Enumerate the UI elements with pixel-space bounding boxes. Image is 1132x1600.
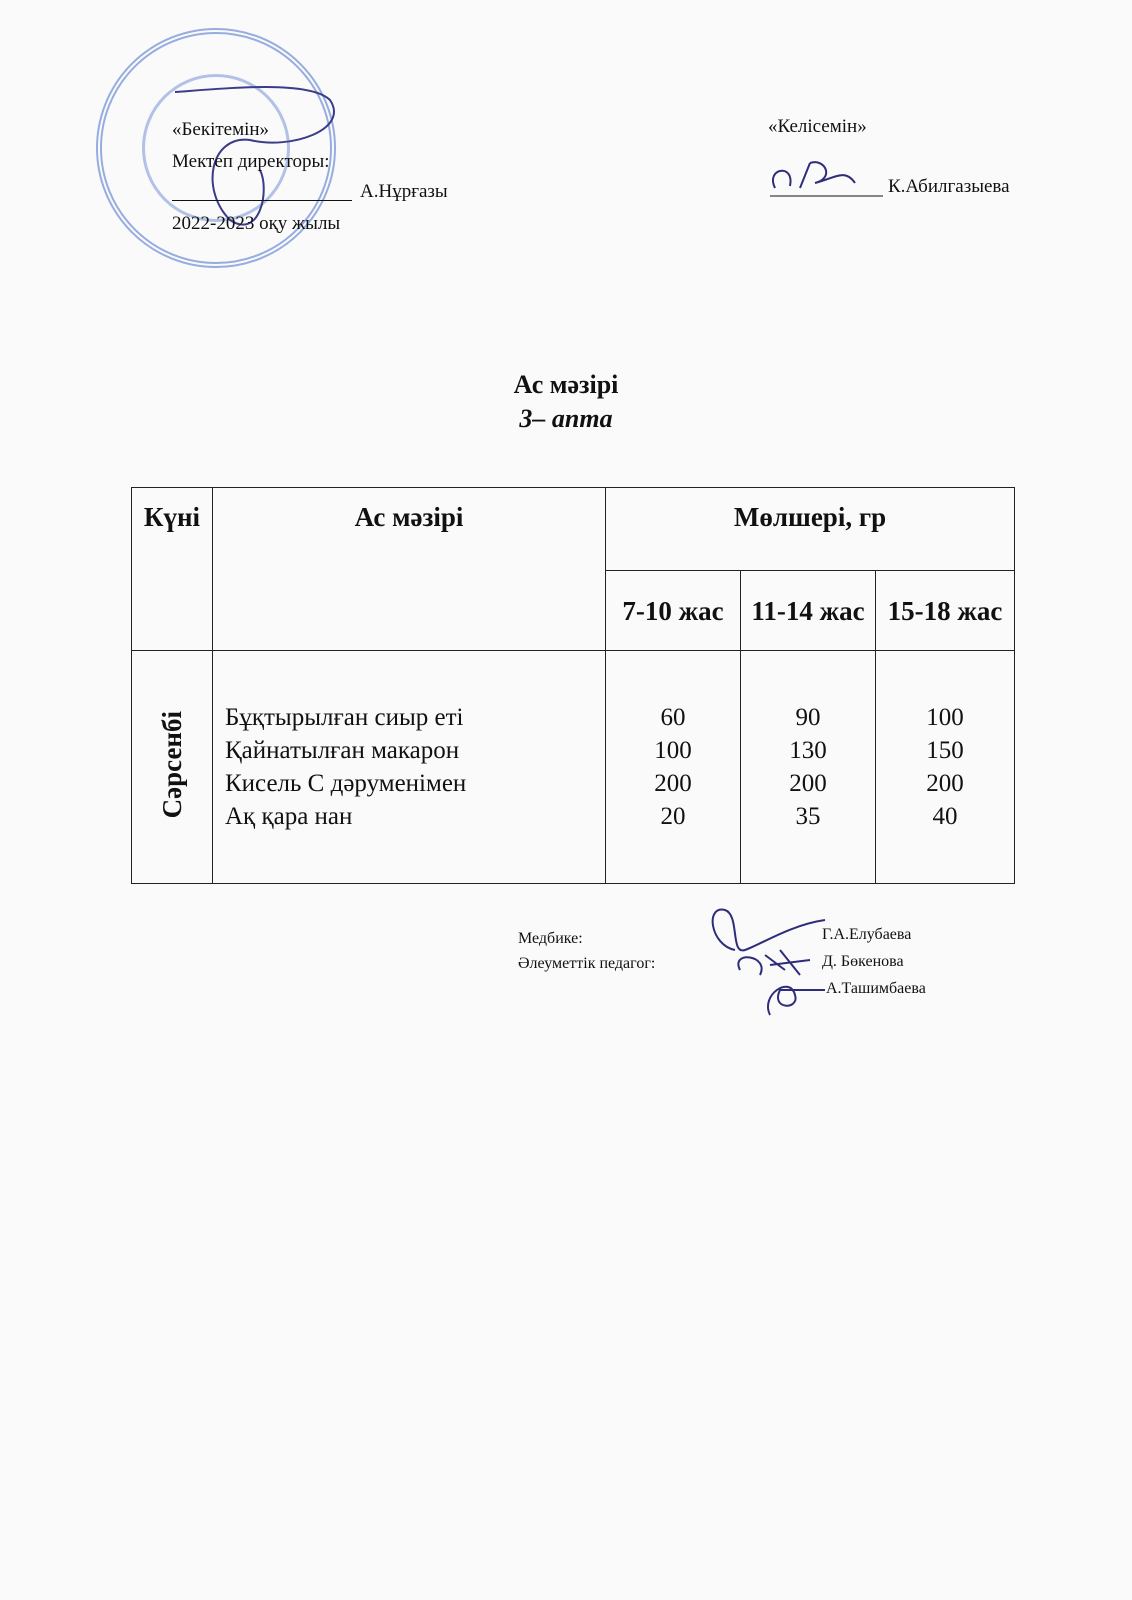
approve-label: «Бекітемін»	[172, 119, 270, 140]
header-amount: Мөлшері, гр	[606, 488, 1015, 571]
dish: Қайнатылған макарон	[225, 737, 460, 764]
amount: 90	[795, 704, 821, 731]
footer-signatures	[700, 905, 830, 1025]
amount: 20	[660, 803, 686, 830]
amount: 40	[932, 803, 958, 830]
academic-year: 2022-2023 оқу жылы	[172, 213, 341, 234]
amounts-15-18	[876, 651, 1015, 884]
amount: 200	[654, 770, 692, 797]
amount: 100	[654, 737, 692, 764]
agree-signature	[765, 148, 885, 200]
amount: 200	[926, 770, 964, 797]
dish: Ақ қара нан	[225, 803, 353, 830]
week-subtitle: 3– апта	[519, 404, 613, 433]
amount: 200	[789, 770, 827, 797]
header-age-15-18: 15-18 жас	[876, 571, 1015, 651]
amounts-7-10	[606, 651, 741, 884]
menu-table	[131, 487, 1015, 884]
agree-label: «Келісемін»	[768, 116, 867, 137]
pedagog-label: Әлеуметтік педагог:	[518, 955, 656, 972]
header-day: Күні	[132, 488, 213, 651]
director-role: Мектеп директоры:	[172, 151, 330, 172]
amounts-11-14	[741, 651, 876, 884]
nurse-name: Г.А.Елубаева	[822, 926, 912, 943]
page-title: Ас мәзірі	[513, 370, 619, 399]
amount: 130	[789, 737, 827, 764]
amount: 150	[926, 737, 964, 764]
dish: Кисель С дәруменімен	[225, 770, 467, 797]
nurse-label: Медбике:	[518, 930, 583, 947]
director-name: А.Нұрғазы	[360, 181, 448, 202]
pedagog-name: Д. Бөкенова	[822, 953, 904, 970]
day-label: Сәрсенбі	[156, 710, 187, 819]
header-age-7-10: 7-10 жас	[606, 571, 741, 651]
signature-line	[172, 200, 352, 201]
third-name: А.Ташимбаева	[826, 980, 926, 997]
dish: Бұқтырылған сиыр еті	[225, 704, 464, 731]
amount: 60	[660, 704, 686, 731]
amount: 35	[795, 803, 821, 830]
dish-list	[213, 651, 606, 884]
amount: 100	[926, 704, 964, 731]
header-age-11-14: 11-14 жас	[741, 571, 876, 651]
header-menu: Ас мәзірі	[213, 488, 606, 651]
agree-name: К.Абилгазыева	[888, 176, 1010, 197]
